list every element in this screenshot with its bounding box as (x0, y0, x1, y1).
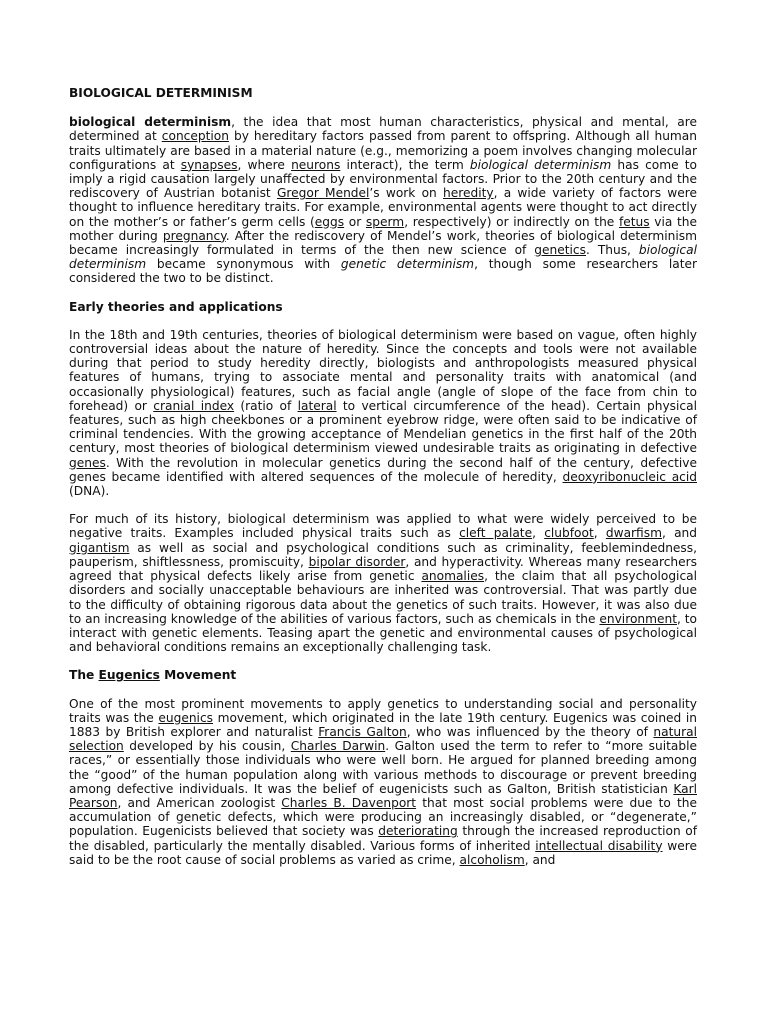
link-neurons[interactable]: neurons (291, 157, 341, 172)
link-intellectual-disability[interactable]: intellectual disability (535, 838, 663, 853)
paragraph-early-theories: In the 18th and 19th centuries, theories of biological determinism were based on vague, often highly controversial ideas about the nature of heredity. Since the concepts and tools were not available during that period to study heredity directly, biologists and anthropologists measured physical features of humans, trying to associate mental and personality traits with anatomical (and occasionally physiological) features, such as facial angle (angle of slope of the face from chin to forehead) or cranial index (ratio of lateral to vertical circumference of the head). Certain physical features, such as high cheekbones or a prominent eyebrow ridge, were often said to be indicative of criminal tendencies. With the growing acceptance of Mendelian genetics in the first half of the 20th century, most theories of biological determinism viewed undesirable traits as originating in defective genes. With the revolution in molecular genetics during the second half of the century, defective genes became identified with altered sequences of the molecule of heredity, deoxyribonucleic acid (DNA). (69, 327, 697, 499)
link-karl-pearson[interactable]: Karl Pearson (69, 781, 697, 810)
link-anomalies[interactable]: anomalies (421, 569, 485, 584)
link-genes[interactable]: genes (69, 455, 106, 470)
link-heredity[interactable]: heredity (443, 186, 494, 201)
link-deoxyribonucleic-acid[interactable]: deoxyribonucleic acid (562, 469, 697, 484)
link-dwarfism[interactable]: dwarfism (605, 526, 662, 541)
link-cranial-index[interactable]: cranial index (153, 398, 235, 413)
link-pregnancy[interactable]: pregnancy (162, 228, 226, 243)
document-title: BIOLOGICAL DETERMINISM (69, 86, 253, 100)
link-deteriorating[interactable]: deteriorating (378, 824, 458, 839)
link-synapses[interactable]: synapses (180, 157, 238, 172)
paragraph-eugenics: One of the most prominent movements to apply genetics to understanding social and personality traits was the eugenics movement, which originated in the late 19th century. Eugenics was coined in 1883 by British explorer and naturalist Francis Galton, who was influenced by the theory of natural selection developed by his cousin, Charles Darwin. Galton used the term to refer to “more suitable races,” or essentially those individuals who were well born. He argued for planned breeding among the “good” of the human population along with various methods to discourage or prevent breeding among defective individuals. It was the belief of eugenicists such as Galton, British statistician Karl Pearson, and American zoologist Charles B. Davenport that most social problems were due to the accumulation of genetic defects, which were producing an increasingly disabled, or “degenerate,” population. Eugenicists believed that society was deteriorating through the increased reproduction of the disabled, particularly the mentally disabled. Various forms of inherited intellectual disability were said to be the root cause of social problems as varied as crime, alcoholism, and (69, 696, 697, 867)
link-fetus[interactable]: fetus (618, 214, 650, 229)
link-conception[interactable]: conception (161, 129, 229, 144)
term-biological-determinism: biological determinism (69, 115, 232, 130)
paragraph-negative-traits: For much of its history, biological determinism was applied to what were widely perceived to be negative traits. Examples included physical traits such as cleft palate, clubfoot, dwarfism, and gigantism as well as social and psychological conditions such as criminality, feeblemindedness, pauperism, shiftlessness, promiscuity, bipolar disorder, and hyperactivity. Whereas many researchers agreed that physical defects likely arise from genetic anomalies, the claim that all psychological disorders and socially unacceptable behaviours are inherited was controversial. That was partly due to the difficulty of obtaining rigorous data about the genetics of such traits. However, it was also due to an increasing knowledge of the abilities of various factors, such as chemicals in the environment, to interact with genetic elements. Teasing apart the genetic and environmental causes of psychological and behavioral conditions remains an exceptionally challenging task. (69, 512, 698, 655)
link-gigantism[interactable]: gigantism (69, 540, 130, 555)
link-eugenics[interactable]: eugenics (158, 710, 213, 725)
link-natural-selection[interactable]: natural selection (69, 724, 697, 754)
intro-paragraph: biological determinism, the idea that most human characteristics, physical and mental, are determined at conception by hereditary factors passed from parent to offspring. Although all human traits ultimately are based in a material nature (e.g., memorizing a poem involves changing molecular configurations at synapses, where neurons interact), the term biological determinism has come to imply a rigid causation largely unaffected by environmental factors. Prior to the 20th century and the rediscovery of Austrian botanist Gregor Mendel’s work on heredity, a wide variety of factors were thought to influence hereditary traits. For example, environmental agents were thought to act directly on the mother’s or father’s germ cells (eggs or sperm, respectively) or indirectly on the fetus via the mother during pregnancy. After the rediscovery of Mendel’s work, theories of biological determinism became increasingly formulated in terms of the then new science of genetics. Thus, biological determinism became synonymous with genetic determinism, though some researchers later considered the two to be distinct. (69, 115, 698, 286)
link-francis-galton[interactable]: Francis Galton (318, 724, 407, 739)
link-lateral[interactable]: lateral (297, 398, 337, 413)
link-bipolar-disorder[interactable]: bipolar disorder (308, 554, 406, 569)
document-page (69, 86, 697, 867)
section-heading-early-theories: Early theories and applications (69, 299, 283, 314)
section-heading-eugenics-movement: The Eugenics Movement (69, 668, 237, 683)
link-cleft-palate[interactable]: cleft palate (459, 526, 533, 541)
link-eugenics-heading[interactable]: Eugenics (98, 668, 160, 683)
link-charles-davenport[interactable]: Charles B. Davenport (281, 795, 417, 810)
link-clubfoot[interactable]: clubfoot (544, 526, 594, 541)
link-charles-darwin[interactable]: Charles Darwin (290, 739, 386, 754)
link-gregor-mendel[interactable]: Gregor Mendel (276, 186, 370, 201)
link-alcoholism[interactable]: alcoholism (459, 852, 525, 867)
link-sperm[interactable]: sperm (365, 214, 405, 229)
link-eggs[interactable]: eggs (314, 214, 345, 229)
link-environment[interactable]: environment (599, 611, 677, 626)
link-genetics[interactable]: genetics (534, 243, 586, 258)
